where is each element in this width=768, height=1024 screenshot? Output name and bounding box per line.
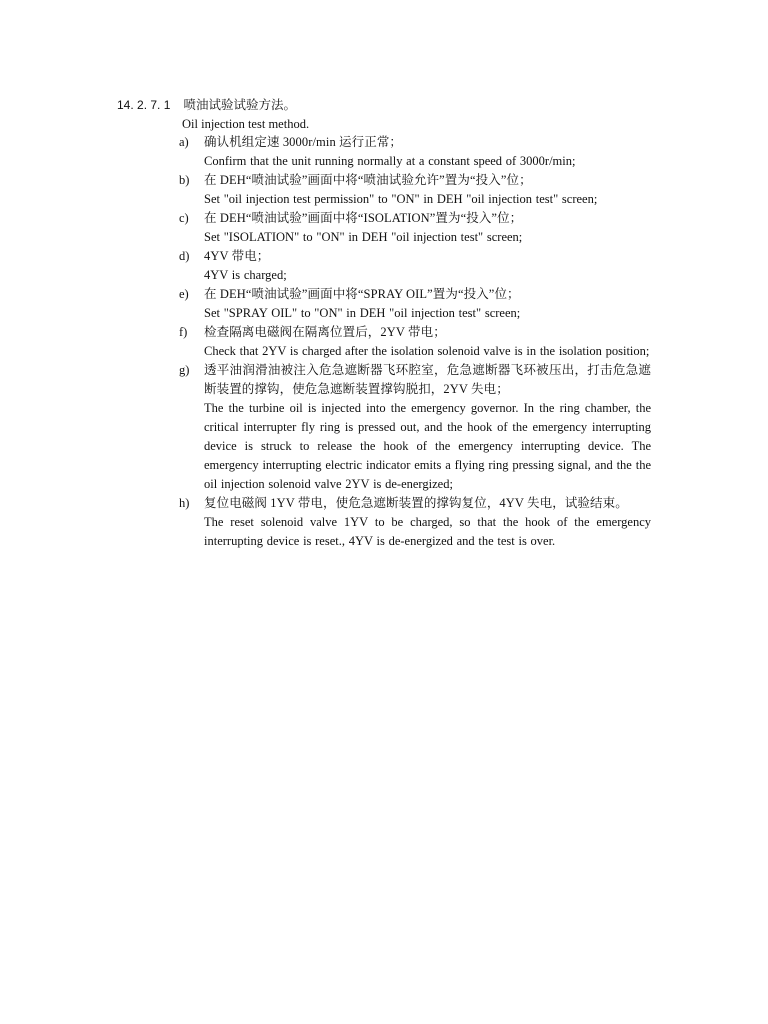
step-chinese-text: 确认机组定速 3000r/min 运行正常； <box>204 135 403 149</box>
procedure-step <box>179 285 651 323</box>
step-body <box>204 494 651 551</box>
step-chinese-text: 复位电磁阀 1YV 带电，使危急遮断装置的撑钩复位，4YV 失电，试验结束。 <box>204 496 628 510</box>
step-english-text: Set "SPRAY OIL" to "ON" in DEH "oil injection test" screen; <box>204 306 521 320</box>
section-heading <box>117 96 296 114</box>
step-chinese-text: 检查隔离电磁阀在隔离位置后，2YV 带电； <box>204 325 446 339</box>
procedure-step <box>179 133 651 171</box>
procedure-step <box>179 209 651 247</box>
step-marker: e) <box>179 287 189 301</box>
procedure-step <box>179 247 651 285</box>
step-marker: b) <box>179 173 190 187</box>
step-chinese-text: 在 DEH“喷油试验”画面中将“喷油试验允许”置为“投入”位； <box>204 173 532 187</box>
step-chinese-text: 透平油润滑油被注入危急遮断器飞环腔室，危急遮断器飞环被压出，打击危急遮断装置的撑钩，使危急遮断装置撑钩脱扣，2YV 失电； <box>204 363 651 396</box>
procedure-step <box>179 323 651 361</box>
step-marker: a) <box>179 135 189 149</box>
step-body <box>204 247 651 285</box>
step-marker: g) <box>179 363 190 377</box>
step-english-text: Set "oil injection test permission" to "ON" in DEH "oil injection test" screen; <box>204 192 598 206</box>
section-number: 14. 2. 7. 1 <box>117 98 171 112</box>
step-chinese-text: 在 DEH“喷油试验”画面中将“SPRAY OIL”置为“投入”位； <box>204 287 520 301</box>
step-english-text: Confirm that the unit running normally at a constant speed of 3000r/min; <box>204 154 576 168</box>
step-body <box>204 209 651 247</box>
step-marker: h) <box>179 496 190 510</box>
step-english-text: Check that 2YV is charged after the isolation solenoid valve is in the isolation position; <box>204 344 650 358</box>
procedure-steps <box>179 133 651 551</box>
step-english-text: The the turbine oil is injected into the emergency governor. In the ring chamber, the critical interrupter fly ring is pressed out, and the hook of the emergency interrupting device is struck to release the hook of the emergency interrupting device. The emergency interrupting electric indicator emits a flying ring pressing signal, and the the oil injection solenoid valve 2YV is de-energized; <box>204 401 651 491</box>
procedure-step <box>179 171 651 209</box>
step-body <box>204 133 651 171</box>
step-marker: f) <box>179 325 188 339</box>
procedure-step <box>179 494 651 551</box>
step-chinese-text: 在 DEH“喷油试验”画面中将“ISOLATION”置为“投入”位； <box>204 211 523 225</box>
section-subtitle: Oil injection test method. <box>182 117 310 131</box>
step-body <box>204 285 651 323</box>
section-title: 喷油试验试验方法。 <box>183 98 297 112</box>
step-body <box>204 361 651 494</box>
step-body <box>204 171 651 209</box>
procedure-step <box>179 361 651 494</box>
step-body <box>204 323 651 361</box>
step-english-text: The reset solenoid valve 1YV to be charged, so that the hook of the emergency interrupting device is reset., 4YV is de-energized and the test is over. <box>204 515 651 548</box>
step-marker: d) <box>179 249 190 263</box>
step-marker: c) <box>179 211 189 225</box>
step-english-text: 4YV is charged; <box>204 268 287 282</box>
step-english-text: Set "ISOLATION" to "ON" in DEH "oil injection test" screen; <box>204 230 523 244</box>
step-chinese-text: 4YV 带电； <box>204 249 270 263</box>
